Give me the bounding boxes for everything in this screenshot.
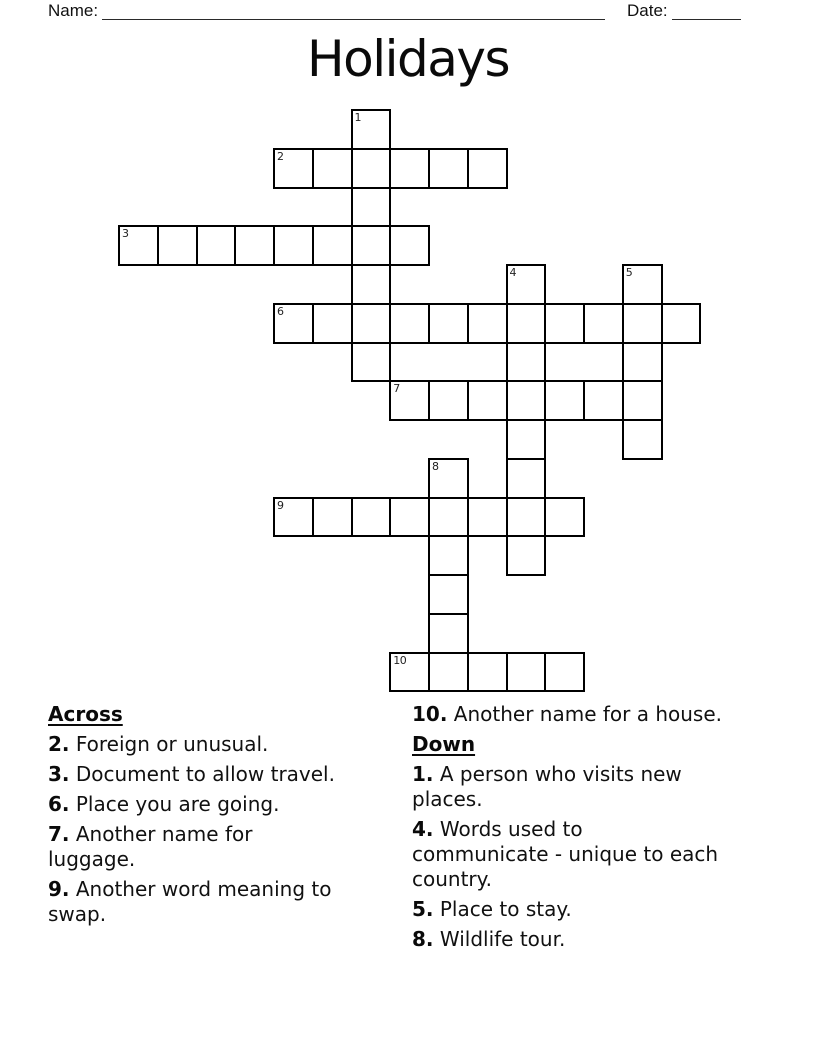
grid-cell-10-7[interactable]: [506, 380, 547, 421]
grid-cell-10-14[interactable]: [506, 652, 547, 693]
grid-cell-9-1[interactable]: [467, 148, 508, 189]
name-blank-line[interactable]: [102, 0, 605, 20]
grid-cell-7-5[interactable]: [389, 303, 430, 344]
grid-cell-5-10[interactable]: [312, 497, 353, 538]
grid-cell-10-5[interactable]: [506, 303, 547, 344]
grid-cell-13-5[interactable]: [622, 303, 663, 344]
grid-cell-8-12[interactable]: [428, 574, 469, 615]
grid-cell-7-7[interactable]: [389, 380, 430, 421]
grid-cell-10-11[interactable]: [506, 535, 547, 576]
grid-cell-8-7[interactable]: [428, 380, 469, 421]
name-label: Name:: [48, 1, 99, 20]
grid-cell-0-3[interactable]: [118, 225, 159, 266]
grid-cell-8-14[interactable]: [428, 652, 469, 693]
grid-cell-8-9[interactable]: [428, 458, 469, 499]
puzzle-title: Holidays: [307, 30, 509, 88]
grid-cell-12-5[interactable]: [583, 303, 624, 344]
across-clue-9: 9. Another word meaning to swap.: [48, 877, 332, 926]
grid-cell-number: 5: [625, 266, 633, 279]
grid-cell-11-14[interactable]: [544, 652, 585, 693]
grid-cell-13-6[interactable]: [622, 342, 663, 383]
grid-cell-12-7[interactable]: [583, 380, 624, 421]
grid-cell-4-10[interactable]: [273, 497, 314, 538]
down-clues-column: [412, 702, 762, 957]
grid-cell-13-8[interactable]: [622, 419, 663, 460]
grid-cell-number: 7: [393, 382, 400, 396]
clue-number: 9.: [48, 877, 70, 901]
grid-cell-9-10[interactable]: [467, 497, 508, 538]
grid-cell-7-1[interactable]: [389, 148, 430, 189]
grid-cell-3-3[interactable]: [234, 225, 275, 266]
grid-cell-10-6[interactable]: [506, 342, 547, 383]
grid-cell-13-4[interactable]: [622, 264, 663, 305]
grid-cell-4-3[interactable]: [273, 225, 314, 266]
down-clue-list: [412, 762, 762, 952]
grid-cell-6-0[interactable]: [351, 109, 392, 150]
grid-cell-4-5[interactable]: [273, 303, 314, 344]
grid-cell-10-8[interactable]: [506, 419, 547, 460]
clue-number: 10.: [412, 702, 448, 726]
across-clue-7: 7. Another name for luggage.: [48, 822, 253, 871]
clue-number: 4.: [412, 817, 434, 841]
grid-cell-4-1[interactable]: [273, 148, 314, 189]
grid-cell-number: 6: [277, 304, 284, 318]
grid-cell-2-3[interactable]: [196, 225, 237, 266]
grid-cell-6-1[interactable]: [351, 148, 392, 189]
grid-cell-number: 8: [432, 459, 439, 473]
down-heading: Down: [412, 732, 476, 756]
grid-cell-10-9[interactable]: [506, 458, 547, 499]
across-clue-2: 2. Foreign or unusual.: [48, 732, 269, 756]
date-label: Date:: [627, 1, 668, 20]
grid-cell-number: 10: [393, 653, 407, 667]
grid-cell-6-4[interactable]: [351, 264, 392, 305]
grid-cell-10-10[interactable]: [506, 497, 547, 538]
grid-cell-6-6[interactable]: [351, 342, 392, 383]
grid-cell-8-10[interactable]: [428, 497, 469, 538]
clue-number: 1.: [412, 762, 434, 786]
grid-cell-number: 3: [122, 227, 129, 241]
grid-cell-5-5[interactable]: [312, 303, 353, 344]
clue-number: 6.: [48, 792, 70, 816]
grid-cell-1-3[interactable]: [157, 225, 198, 266]
grid-cell-number: 1: [354, 111, 361, 124]
grid-cell-7-3[interactable]: [389, 225, 430, 266]
grid-cell-number: 4: [509, 266, 516, 279]
down-clue-1: 1. A person who visits new places.: [412, 762, 682, 811]
grid-cell-11-10[interactable]: [544, 497, 585, 538]
grid-cell-10-4[interactable]: [506, 264, 547, 305]
date-blank-line[interactable]: [672, 0, 741, 20]
grid-cell-8-13[interactable]: [428, 613, 469, 654]
grid-cell-9-7[interactable]: [467, 380, 508, 421]
across-clues-column: [48, 702, 368, 932]
grid-cell-5-1[interactable]: [312, 148, 353, 189]
grid-cell-number: 2: [277, 149, 284, 163]
down-clue-8: 8. Wildlife tour.: [412, 927, 566, 951]
grid-cell-6-2[interactable]: [351, 187, 392, 228]
clue-number: 3.: [48, 762, 70, 786]
clue-number: 8.: [412, 927, 434, 951]
down-clue-5: 5. Place to stay.: [412, 897, 572, 921]
grid-cell-number: 9: [277, 498, 284, 512]
across-clue-list: [48, 732, 368, 927]
clue-number: 5.: [412, 897, 434, 921]
clue-number: 7.: [48, 822, 70, 846]
grid-cell-7-14[interactable]: [389, 652, 430, 693]
grid-cell-6-10[interactable]: [351, 497, 392, 538]
grid-cell-5-3[interactable]: [312, 225, 353, 266]
grid-cell-7-10[interactable]: [389, 497, 430, 538]
grid-cell-8-1[interactable]: [428, 148, 469, 189]
grid-cell-6-5[interactable]: [351, 303, 392, 344]
grid-cell-6-3[interactable]: [351, 225, 392, 266]
grid-cell-8-11[interactable]: [428, 535, 469, 576]
down-clue-4: 4. Words used to communicate - unique to each country.: [412, 817, 719, 891]
across-heading: Across: [48, 702, 123, 726]
across-clue-3: 3. Document to allow travel.: [48, 762, 335, 786]
grid-cell-14-5[interactable]: [661, 303, 702, 344]
grid-cell-11-5[interactable]: [544, 303, 585, 344]
across-clue-overflow: [412, 702, 762, 727]
across-clue-6: 6. Place you are going.: [48, 792, 280, 816]
grid-cell-11-7[interactable]: [544, 380, 585, 421]
grid-cell-13-7[interactable]: [622, 380, 663, 421]
across-clue-10: 10. Another name for a house.: [412, 702, 723, 726]
grid-cell-9-5[interactable]: [467, 303, 508, 344]
clue-number: 2.: [48, 732, 70, 756]
grid-cell-8-5[interactable]: [428, 303, 469, 344]
grid-cell-9-14[interactable]: [467, 652, 508, 693]
